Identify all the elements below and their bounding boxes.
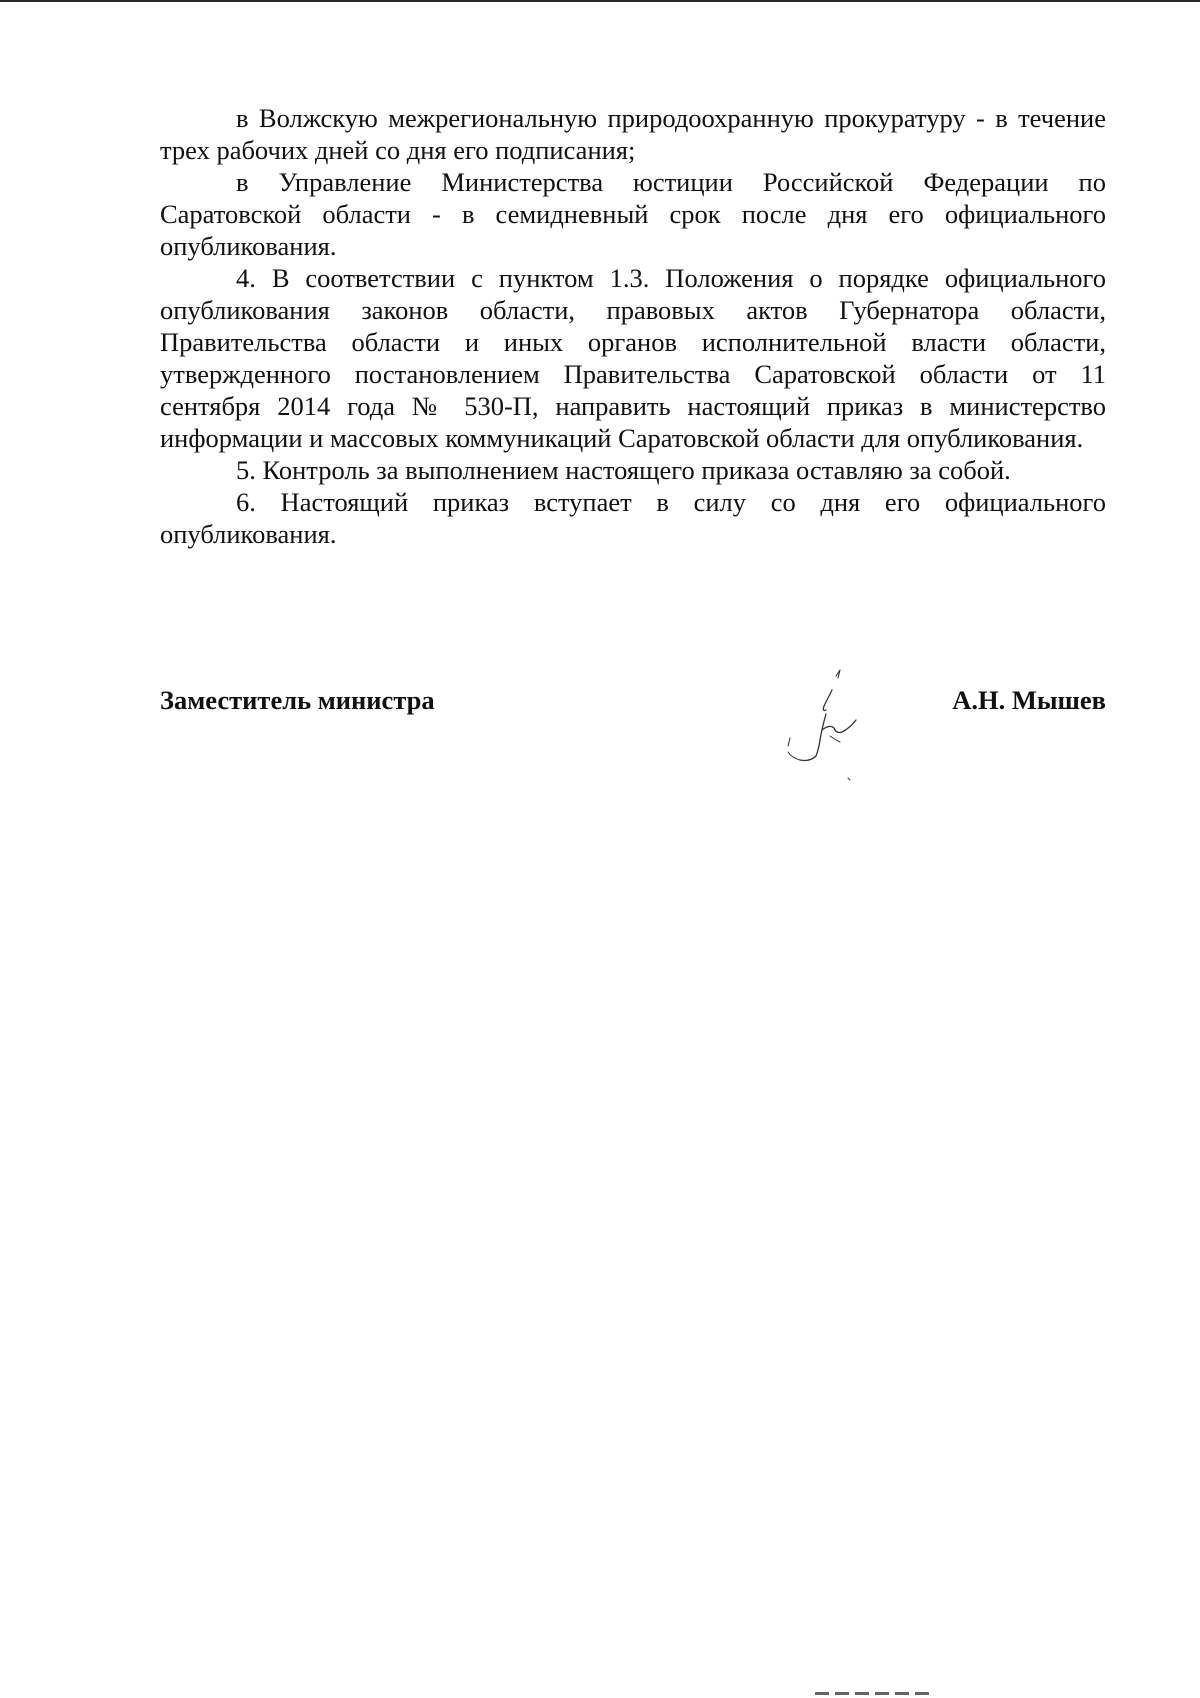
paragraph-prosecutor: в Волжскую межрегиональную природоохранную прокуратуру - в течение трех рабочих дней со дня его подписания; <box>160 103 1106 165</box>
page-top-edge <box>0 0 1200 2</box>
scan-edge-marks <box>815 1692 935 1695</box>
paragraph-item-4: 4. В соответствии с пунктом 1.3. Положения о порядке официального опубликования законов области, правовых актов Губернатора области, Правительства области и иных органов исполнительной власти области, утвержденного постановлением Правительства Саратовской области от 11 сентября 2014 года № 530-П, направить настоящий приказ в министерство информации и массовых коммуникаций Саратовской области для опубликования. <box>160 263 1106 453</box>
paragraph-item-5: 5. Контроль за выполнением настоящего приказа оставляю за собой. <box>236 455 1011 485</box>
paragraph-justice-ministry: в Управление Министерства юстиции Российской Федерации по Саратовской области - в семидневный срок после дня его официального опубликования. <box>160 167 1106 261</box>
document-body <box>160 102 1106 550</box>
paragraph-item-6: 6. Настоящий приказ вступает в силу со дня его официального опубликования. <box>160 487 1106 549</box>
handwritten-signature <box>770 668 890 788</box>
signature-block <box>160 684 1106 724</box>
signatory-title: Заместитель министра <box>160 685 435 715</box>
signatory-name: А.Н. Мышев <box>952 685 1106 715</box>
